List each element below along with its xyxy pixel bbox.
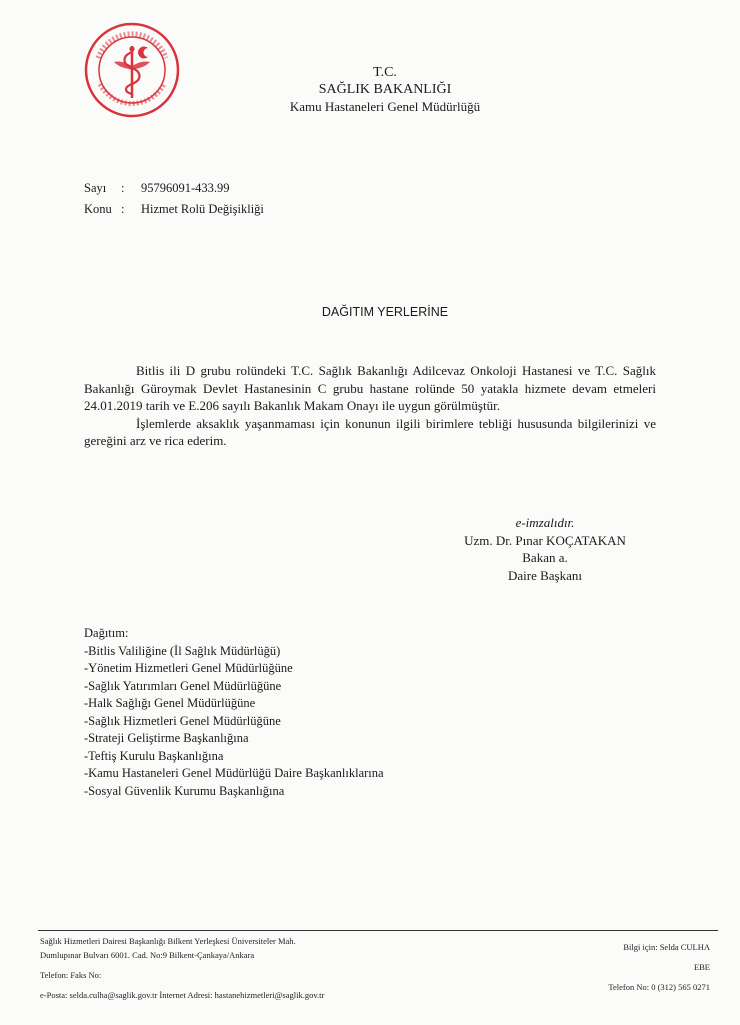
footer-info-contact: Bilgi için: Selda CULHA <box>623 942 710 952</box>
list-item: -Teftiş Kurulu Başkanlığına <box>84 748 224 763</box>
signer-name: Uzm. Dr. Pınar KOÇATAKAN <box>464 532 626 548</box>
list-item: -Sağlık Hizmetleri Genel Müdürlüğüne <box>84 713 281 728</box>
ministry-of-health-seal-icon <box>84 22 180 118</box>
footer-info <box>490 934 710 994</box>
konu-separator: : <box>121 202 125 216</box>
sayi-label: Sayı <box>84 181 107 195</box>
footer-phone-fax: Telefon: Faks No: <box>40 970 102 980</box>
list-item: -Halk Sağlığı Genel Müdürlüğüne <box>84 696 256 710</box>
signer-title-1: Bakan a. <box>522 550 568 565</box>
footer-address-1: Sağlık Hizmetleri Dairesi Başkanlığı Bilkent Yerleşkesi Üniversiteler Mah. <box>40 936 296 946</box>
footer-email-web: e-Posta: selda.culha@saglik.gov.tr İnternet Adresi: hastanehizmetleri@saglik.gov.tr <box>40 990 325 1000</box>
footer-code: EBE <box>693 962 710 972</box>
signature-block <box>440 514 650 584</box>
footer-address-2: Dumlupınar Bulvarı 6001. Cad. No:9 Bilkent-Çankaya/Ankara <box>40 950 255 960</box>
list-item: -Strateji Geliştirme Başkanlığına <box>84 731 249 745</box>
letterhead <box>200 64 570 115</box>
sayi-value: 95796091-433.99 <box>141 181 230 195</box>
letter-body <box>84 362 656 450</box>
konu-label: Konu <box>84 202 112 216</box>
distribution-title: DAĞITIM YERLERİNE <box>321 305 449 319</box>
list-item: -Sağlık Yatırımları Genel Müdürlüğüne <box>84 678 282 693</box>
distribution-list <box>84 625 384 800</box>
body-paragraph-2: İşlemlerde aksaklık yaşanmaması için konunun ilgili birimlere tebliği hususunda bilgilerinizi ve gereğini arz ve rica ederim. <box>84 415 656 448</box>
konu-value: Hizmet Rolü Değişikliği <box>141 202 264 216</box>
document-meta <box>84 178 264 220</box>
footer-phone: Telefon No: 0 (312) 565 0271 <box>608 982 710 992</box>
list-item: -Kamu Hastaneleri Genel Müdürlüğü Daire Başkanlıklarına <box>84 766 384 780</box>
footer-contact <box>40 934 470 1002</box>
list-item: -Bitlis Valiliğine (İl Sağlık Müdürlüğü) <box>84 643 281 658</box>
list-item: -Yönetim Hizmetleri Genel Müdürlüğüne <box>84 661 293 675</box>
signer-title-2: Daire Başkanı <box>507 567 582 583</box>
header-directorate: Kamu Hastaneleri Genel Müdürlüğü <box>289 99 481 114</box>
distribution-label: Dağıtım: <box>84 626 129 640</box>
header-ministry: SAĞLIK BAKANLIĞI <box>318 82 452 97</box>
list-item: -Sosyal Güvenlik Kurumu Başkanlığına <box>84 783 285 798</box>
sayi-separator: : <box>121 181 125 195</box>
meta-konu-row <box>84 199 264 220</box>
header-tc: T.C. <box>373 65 397 80</box>
body-paragraph-1: Bitlis ili D grubu rolündeki T.C. Sağlık Bakanlığı Adilcevaz Onkoloji Hastanesi ve T.C. Sağlık Bakanlığı Güroymak Devlet Hastanesinin C grubu hastane rolünde 50 yatakla hizmete devam etmeleri 24.01.2019 tarih ve E.206 sayılı Bakanlık Makam Onayı ile uygun görülmüştür. <box>84 363 656 413</box>
meta-sayi-row <box>84 178 264 199</box>
footer-divider <box>38 930 718 931</box>
e-signature-note: e-imzalıdır. <box>515 515 575 530</box>
